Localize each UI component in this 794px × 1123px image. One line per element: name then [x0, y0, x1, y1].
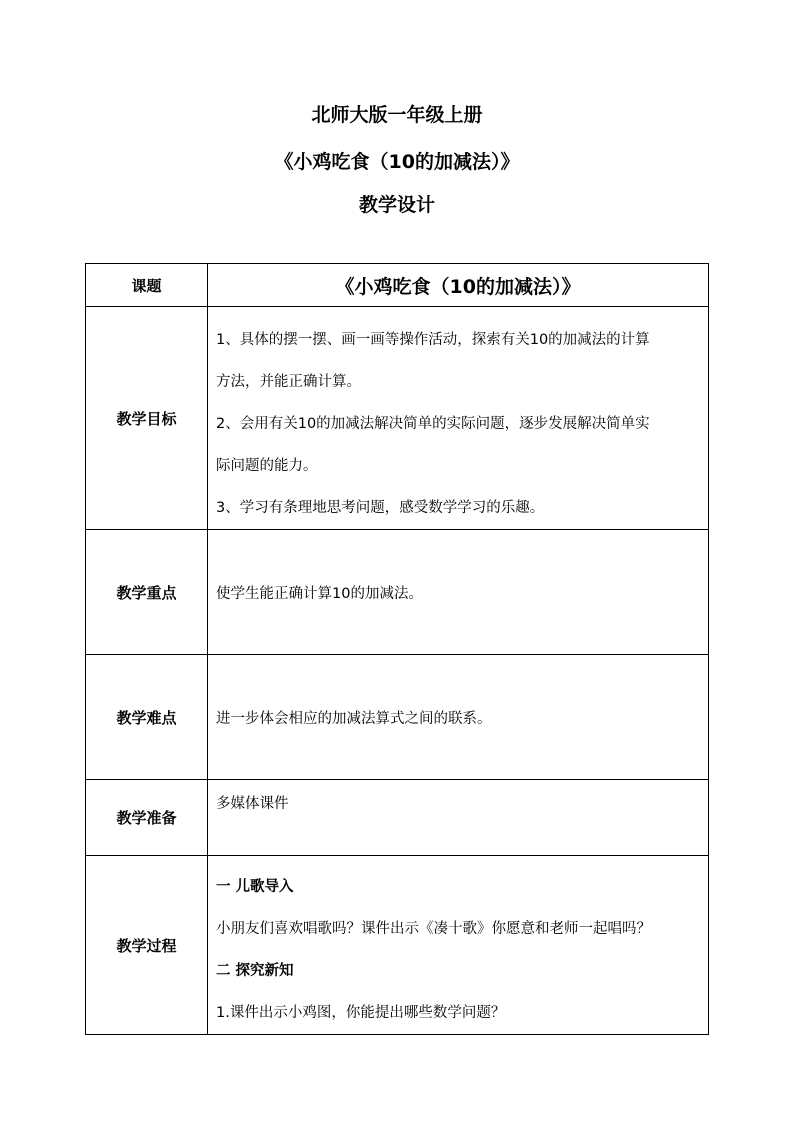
process-line: 小朋友们喜欢唱歌吗？课件出示《凑十歌》你愿意和老师一起唱吗？	[216, 921, 651, 937]
preparation-value: 多媒体课件	[208, 780, 709, 856]
topic-label: 课题	[86, 264, 208, 307]
process-section-heading: 一 儿歌导入	[216, 879, 294, 895]
key-points-label: 教学重点	[86, 530, 208, 655]
key-points-value: 使学生能正确计算10的加减法。	[208, 530, 709, 655]
document-subtitle: 北师大版一年级上册	[311, 104, 483, 126]
goal-line: 1、具体的摆一摆、画一画等操作活动，探索有关10的加减法的计算	[216, 332, 650, 348]
table-row-topic	[86, 264, 709, 307]
document-type: 教学设计	[358, 194, 435, 216]
table-row-difficulties	[86, 655, 709, 780]
table-row-preparation	[86, 780, 709, 856]
document-title: 《小鸡吃食（10的加减法）》	[274, 151, 520, 173]
process-content	[208, 856, 709, 1035]
process-label: 教学过程	[86, 856, 208, 1035]
table-row-process	[86, 856, 709, 1035]
document-header	[0, 103, 794, 217]
goals-label: 教学目标	[86, 307, 208, 530]
goal-line: 3、学习有条理地思考问题，感受数学学习的乐趣。	[216, 500, 545, 516]
table-row-key-points	[86, 530, 709, 655]
lesson-plan-table	[85, 263, 709, 1035]
goal-line: 方法，并能正确计算。	[216, 374, 361, 390]
topic-value: 《小鸡吃食（10的加减法）》	[208, 264, 709, 307]
table-row-goals	[86, 307, 709, 530]
goal-line: 2、会用有关10的加减法解决简单的实际问题，逐步发展解决简单实	[216, 416, 650, 432]
goal-line: 际问题的能力。	[216, 458, 318, 474]
preparation-label: 教学准备	[86, 780, 208, 856]
goals-content	[208, 307, 709, 530]
difficulties-value: 进一步体会相应的加减法算式之间的联系。	[208, 655, 709, 780]
difficulties-label: 教学难点	[86, 655, 208, 780]
process-line: 1.课件出示小鸡图，你能提出哪些数学问题？	[216, 1005, 506, 1021]
process-section-heading: 二 探究新知	[216, 963, 294, 979]
